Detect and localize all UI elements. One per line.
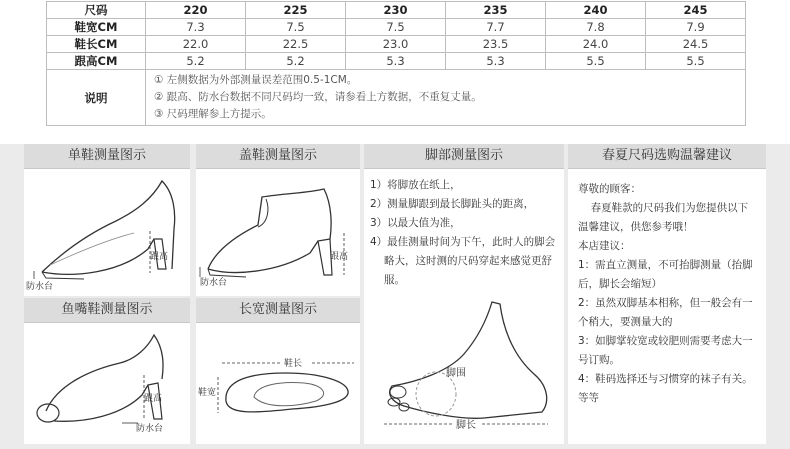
size-cell: 235 bbox=[446, 2, 546, 19]
table-cell: 5.2 bbox=[146, 53, 246, 70]
foot-illustration bbox=[364, 294, 564, 444]
panel-title: 春夏尺码选购温馨建议 bbox=[568, 144, 766, 169]
table-cell: 5.3 bbox=[446, 53, 546, 70]
peep-toe-shoe-illustration bbox=[24, 323, 190, 443]
tip-line: 2：虽然双脚基本相称，但一般会有一个稍大，要测量大的 bbox=[578, 297, 753, 328]
table-cell: 22.0 bbox=[146, 36, 246, 53]
foot-measure-panel bbox=[364, 144, 564, 444]
tip-line: 本店建议： bbox=[578, 240, 631, 252]
tip-line: 尊敬的顾客： bbox=[578, 183, 641, 195]
covered-shoe-panel bbox=[196, 144, 360, 296]
measurement-guide-area bbox=[0, 144, 790, 449]
table-cell: 23.0 bbox=[346, 36, 446, 53]
size-table bbox=[46, 1, 746, 126]
table-cell: 5.2 bbox=[246, 53, 346, 70]
list-item: 4）最佳测量时间为下午，此时人的脚会略大，这时测的尺码穿起来感觉更舒服。 bbox=[370, 236, 556, 286]
tip-line: 1：需直立测量，不可抬脚测量（抬脚后，脚长会缩短） bbox=[578, 259, 753, 290]
notes-label: 说明 bbox=[47, 70, 146, 126]
notes-row bbox=[47, 70, 746, 126]
note-line: ③ 尺码理解参上方提示。 bbox=[154, 108, 272, 120]
single-shoe-panel bbox=[24, 144, 190, 296]
foot-steps-list bbox=[370, 176, 558, 290]
heel-height-label: 跟高 bbox=[144, 394, 163, 404]
size-header-row bbox=[47, 2, 746, 19]
panel-title: 脚部测量图示 bbox=[364, 144, 564, 169]
note-line: ② 跟高、防水台数据不同尺码均一致，请参看上方数据，不重复丈量。 bbox=[154, 91, 482, 103]
shoe-top-view-illustration bbox=[196, 323, 360, 443]
tips-panel bbox=[568, 144, 766, 444]
length-row bbox=[47, 36, 746, 53]
table-cell: 7.5 bbox=[346, 19, 446, 36]
heel-height-label: 跟高 bbox=[150, 252, 169, 262]
table-cell: 24.0 bbox=[546, 36, 646, 53]
platform-label: 防水台 bbox=[136, 424, 164, 434]
table-cell: 24.5 bbox=[646, 36, 746, 53]
table-cell: 7.8 bbox=[546, 19, 646, 36]
width-row bbox=[47, 19, 746, 36]
bootie-shoe-illustration bbox=[196, 169, 360, 295]
heel-height-label: 跟高 bbox=[330, 252, 349, 262]
size-cell: 220 bbox=[146, 2, 246, 19]
table-cell: 7.3 bbox=[146, 19, 246, 36]
list-item: 1）将脚放在纸上， bbox=[370, 179, 461, 191]
panel-title: 单鞋测量图示 bbox=[24, 144, 190, 169]
foot-girth-label: 脚围 bbox=[446, 368, 466, 379]
row-label: 鞋宽CM bbox=[47, 19, 146, 36]
tip-line: 3：如脚掌较宽或较肥则需要考虑大一号订购。 bbox=[578, 335, 753, 366]
panel-title: 盖鞋测量图示 bbox=[196, 144, 360, 169]
platform-label: 防水台 bbox=[26, 282, 54, 292]
table-cell: 5.5 bbox=[646, 53, 746, 70]
table-cell: 23.5 bbox=[446, 36, 546, 53]
tip-line: 春夏鞋款的尺码我们为您提供以下温馨建议，供您参考哦！ bbox=[578, 202, 749, 233]
table-cell: 7.7 bbox=[446, 19, 546, 36]
pump-shoe-illustration bbox=[24, 169, 190, 295]
size-header-label: 尺码 bbox=[47, 2, 146, 19]
table-cell: 5.5 bbox=[546, 53, 646, 70]
size-cell: 230 bbox=[346, 2, 446, 19]
peep-toe-panel bbox=[24, 298, 190, 444]
panel-title: 长宽测量图示 bbox=[196, 298, 360, 323]
heel-row bbox=[47, 53, 746, 70]
table-cell: 22.5 bbox=[246, 36, 346, 53]
panel-title: 鱼嘴鞋测量图示 bbox=[24, 298, 190, 323]
row-label: 鞋长CM bbox=[47, 36, 146, 53]
table-cell: 5.3 bbox=[346, 53, 446, 70]
note-line: ① 左侧数据为外部测量误差范围0.5-1CM。 bbox=[154, 74, 358, 86]
length-width-panel bbox=[196, 298, 360, 444]
tips-text bbox=[578, 180, 758, 408]
tip-line: 4：鞋码选择还与习惯穿的袜子有关。等等 bbox=[578, 373, 753, 404]
list-item: 2）测量脚跟到最长脚趾头的距离， bbox=[370, 198, 535, 210]
size-cell: 240 bbox=[546, 2, 646, 19]
size-cell: 245 bbox=[646, 2, 746, 19]
list-item: 3）以最大值为准， bbox=[370, 217, 461, 229]
table-cell: 7.9 bbox=[646, 19, 746, 36]
size-cell: 225 bbox=[246, 2, 346, 19]
notes-cell bbox=[146, 70, 746, 126]
platform-label: 防水台 bbox=[200, 278, 228, 288]
foot-length-label: 脚长 bbox=[456, 420, 476, 431]
shoe-length-label: 鞋长 bbox=[284, 359, 303, 369]
shoe-width-label: 鞋宽 bbox=[198, 388, 217, 398]
table-cell: 7.5 bbox=[246, 19, 346, 36]
row-label: 跟高CM bbox=[47, 53, 146, 70]
